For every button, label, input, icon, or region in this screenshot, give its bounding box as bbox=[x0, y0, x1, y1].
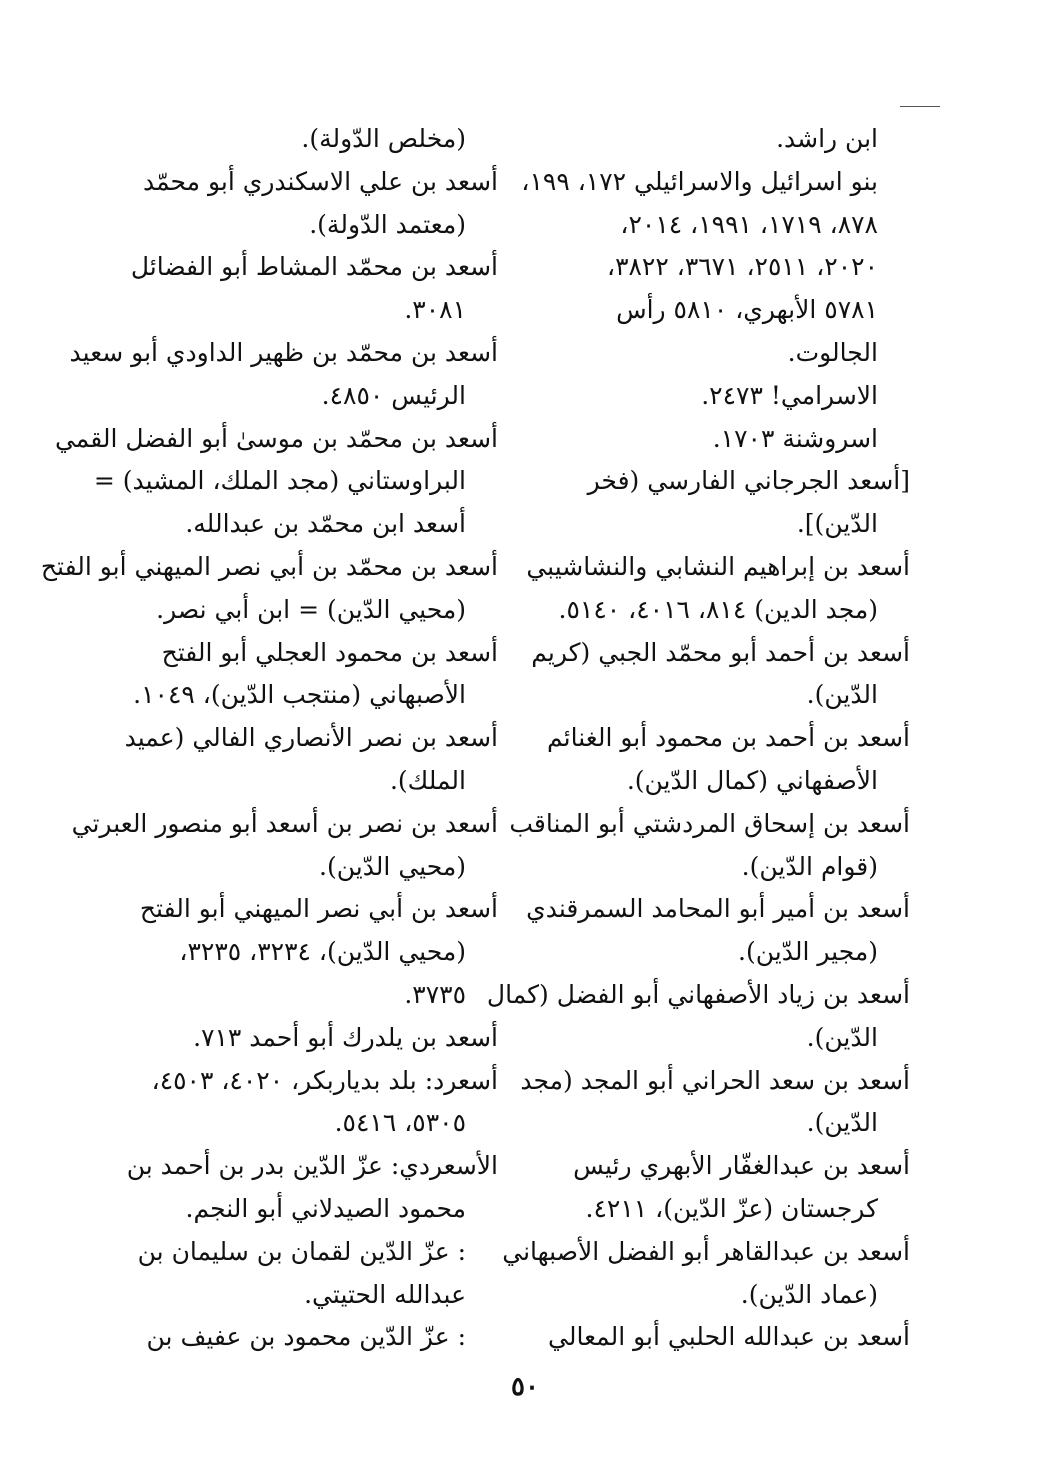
index-line: البراوستاني (مجد الملك، المشيد) = bbox=[93, 466, 466, 496]
index-line: أسعد بن محمّد المشاط أبو الفضائل bbox=[130, 252, 498, 282]
index-line: الدّين). bbox=[806, 680, 878, 710]
index-column-left bbox=[40, 118, 498, 1359]
index-line: أسعد بن سعد الحراني أبو المجد (مجد bbox=[520, 1065, 910, 1095]
index-line: ٣٠٨١. bbox=[404, 295, 466, 325]
index-line: ٢٠٢٠، ٢٥١١، ٣٦٧١، ٣٨٢٢، bbox=[607, 252, 878, 282]
index-line: أسعد بن علي الاسكندري أبو محمّد bbox=[142, 166, 498, 196]
index-line: أسعد بن عبدالله الحلبي أبو المعالي bbox=[548, 1322, 910, 1352]
index-line: (عماد الدّين). bbox=[740, 1279, 878, 1309]
index-line: ٥٧٨١ الأبهري، ٥٨١٠ رأس bbox=[616, 295, 878, 325]
index-line: الجالوت. bbox=[787, 337, 878, 367]
index-line: (محيي الدّين) = ابن أبي نصر. bbox=[156, 594, 466, 624]
index-line: ابن راشد. bbox=[776, 124, 878, 153]
index-line: الدّين). bbox=[806, 1108, 878, 1138]
index-line: ٨٧٨، ١٧١٩، ١٩٩١، ٢٠١٤، bbox=[620, 209, 878, 239]
index-line: (مخلص الدّولة). bbox=[301, 124, 466, 153]
index-line: اسروشنة ١٧٠٣. bbox=[712, 423, 878, 453]
index-line: أسعد بن أمير أبو المحامد السمرقندي bbox=[526, 894, 910, 924]
index-line: أسعد ابن محمّد بن عبدالله. bbox=[185, 509, 466, 539]
index-line: أسعد بن عبدالغفّار الأبهري رئيس bbox=[573, 1151, 910, 1181]
index-line: الدّين). bbox=[806, 1022, 878, 1052]
index-column-right bbox=[486, 118, 910, 1359]
index-line: : عزّ الدّين محمود بن عفيف بن bbox=[146, 1322, 466, 1352]
index-line: الدّين)]. bbox=[796, 509, 878, 539]
page-number: ٥٠ bbox=[511, 1372, 539, 1402]
index-line: (محيي الدّين). bbox=[319, 851, 466, 881]
index-line: (قوام الدّين). bbox=[741, 851, 878, 881]
index-line: ٥٣٠٥، ٥٤١٦. bbox=[334, 1108, 466, 1138]
index-line: أسعد بن أحمد أبو محمّد الجبي (كريم bbox=[531, 637, 910, 667]
index-line: : عزّ الدّين لقمان بن سليمان بن bbox=[137, 1236, 466, 1266]
index-line: (محيي الدّين)، ٣٢٣٤، ٣٢٣٥، bbox=[179, 937, 466, 967]
index-line: (مجير الدّين). bbox=[738, 937, 878, 967]
index-line: الرئيس ٤٨٥٠. bbox=[321, 380, 466, 410]
top-rule bbox=[900, 106, 940, 107]
index-line: الأصبهاني (منتجب الدّين)، ١٠٤٩. bbox=[133, 680, 466, 710]
index-line: أسعد بن عبدالقاهر أبو الفضل الأصبهاني bbox=[502, 1236, 910, 1266]
index-line: أسعد بن محمود العجلي أبو الفتح bbox=[161, 637, 498, 667]
index-line: الاسرامي! ٢٤٧٣. bbox=[701, 380, 878, 410]
index-line: (معتمد الدّولة). bbox=[309, 209, 466, 239]
index-line: أسعد بن زياد الأصفهاني أبو الفضل (كمال bbox=[486, 979, 910, 1009]
index-line: أسعد بن نصر بن أسعد أبو منصور العبرتي bbox=[71, 808, 498, 838]
index-line: أسعرد: بلد بدياربكر، ٤٠٢٠، ٤٥٠٣، bbox=[151, 1065, 498, 1095]
index-line: أسعد بن نصر الأنصاري الفالي (عميد bbox=[124, 723, 498, 753]
index-line: ٣٧٣٥. bbox=[404, 979, 466, 1009]
index-line: أسعد بن محمّد بن أبي نصر الميهني أبو الفتح bbox=[40, 551, 498, 581]
index-line: الأسعردي: عزّ الدّين بدر بن أحمد بن bbox=[126, 1151, 498, 1181]
index-line: أسعد بن يلدرك أبو أحمد ٧١٣. bbox=[193, 1022, 498, 1052]
index-line: الأصفهاني (كمال الدّين). bbox=[626, 765, 878, 795]
index-line: أسعد بن محمّد بن موسىٰ أبو الفضل القمي bbox=[54, 423, 498, 453]
index-line: أسعد بن محمّد بن ظهير الداودي أبو سعيد bbox=[69, 337, 498, 367]
index-line: الملك). bbox=[389, 765, 466, 795]
index-line: أسعد بن إسحاق المردشتي أبو المناقب bbox=[509, 808, 910, 838]
index-line: عبدالله الحتيتي. bbox=[304, 1279, 466, 1309]
index-line: أسعد بن أحمد بن محمود أبو الغنائم bbox=[547, 723, 910, 753]
index-line: كرجستان (عزّ الدّين)، ٤٢١١. bbox=[585, 1193, 878, 1223]
index-line: بنو اسرائيل والاسرائيلي ١٧٢، ١٩٩، bbox=[521, 166, 878, 196]
index-line: أسعد بن إبراهيم النشابي والنشاشيبي bbox=[526, 551, 910, 581]
index-line: [أسعد الجرجاني الفارسي (فخر bbox=[587, 466, 910, 496]
index-line: أسعد بن أبي نصر الميهني أبو الفتح bbox=[139, 894, 498, 924]
index-line: (مجد الدين) ٨١٤، ٤٠١٦، ٥١٤٠. bbox=[558, 594, 878, 624]
index-line: محمود الصيدلاني أبو النجم. bbox=[185, 1193, 466, 1223]
